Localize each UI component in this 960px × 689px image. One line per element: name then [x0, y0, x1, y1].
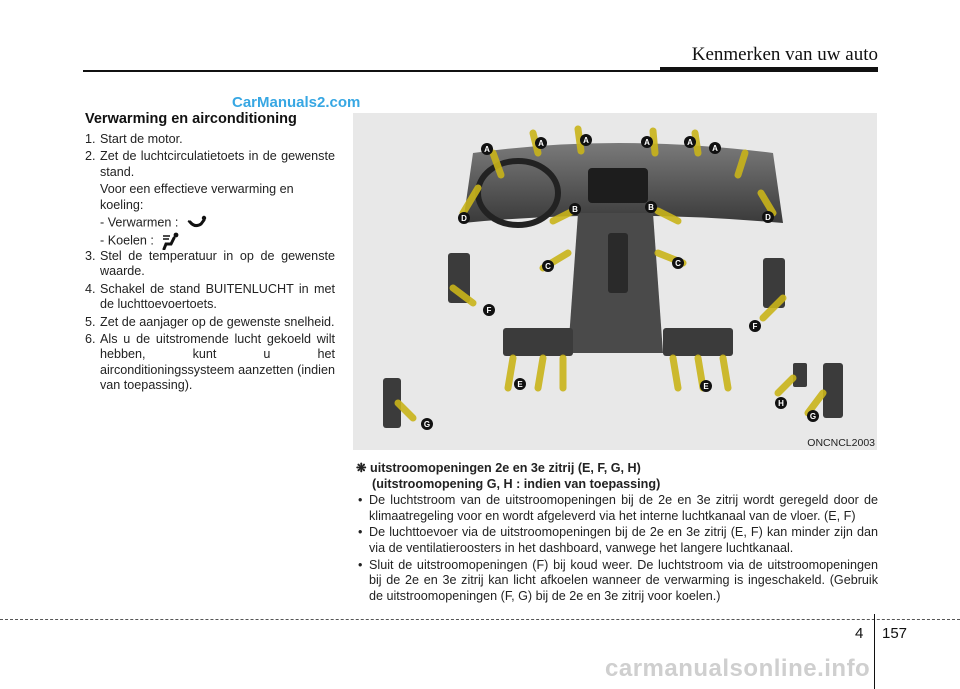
floor-heating-icon [186, 215, 210, 231]
svg-text:B: B [648, 203, 654, 212]
note-bullet-3: • Sluit de uitstroomopeningen (F) bij koud weer. De luchtstroom via de uitstroomopeningen bij de 2e en 3e zitrij kan licht afkoelen wanneer de verwarming is ingeschakeld. (Gebruik de uitstroomopeningen (F, G) bij de 2e en 3e zitrij voor koelen.) [358, 557, 878, 603]
face-vent-icon [161, 232, 183, 250]
note-bullet-1: • De luchtstroom van de uitstroomopeningen bij de 2e en 3e zitrij wordt geregeld door de klimaatregeling voor en wordt afgeleverd via het interne luchtkanaal van de vloer. (E, F) [358, 493, 878, 523]
asterisk-icon: ❋ [356, 461, 367, 475]
note-heading: ❋ uitstroomopeningen 2e en 3e zitrij (E, F, G, H) (uitstroomopening G, H : indien van toepassing) [356, 461, 661, 491]
svg-text:E: E [517, 380, 523, 389]
svg-text:D: D [765, 213, 771, 222]
watermark-bottom[interactable]: carmanualsonline.info [605, 655, 871, 682]
center-screen-shape [588, 168, 648, 203]
section-title: Verwarming en airconditioning [85, 111, 297, 127]
step-2-cooling: - Koelen : [85, 232, 335, 247]
steps-list [85, 132, 335, 396]
svg-text:C: C [545, 262, 551, 271]
svg-text:B: B [572, 205, 578, 214]
page-number: 157 [882, 625, 908, 642]
step-2: 2. Zet de luchtcirculatietoets in de gewenste stand. [85, 149, 335, 179]
label-f-2 [749, 320, 761, 332]
step-2-heating: - Verwarmen : [85, 215, 335, 230]
header-rule-accent [660, 67, 878, 72]
vent-illustration [353, 113, 877, 450]
label-h-1 [775, 397, 787, 409]
footer-divider [874, 614, 875, 689]
label-e-2 [700, 380, 712, 392]
svg-text:A: A [712, 144, 718, 153]
vent-diagram [353, 113, 877, 450]
svg-text:F: F [752, 322, 758, 331]
svg-text:A: A [538, 139, 544, 148]
label-g-1 [421, 418, 433, 430]
label-a-2 [535, 137, 547, 149]
label-f-1 [483, 304, 495, 316]
label-a-6 [709, 142, 721, 154]
label-a-3 [580, 134, 592, 146]
step-1: 1. Start de motor. [85, 132, 183, 146]
svg-text:C: C [675, 259, 681, 268]
label-d-2 [762, 211, 774, 223]
label-c-2 [672, 257, 684, 269]
label-c-1 [542, 260, 554, 272]
svg-text:A: A [583, 136, 589, 145]
figure-code: ONCNCL2003 [807, 437, 875, 449]
label-a-4 [641, 136, 653, 148]
label-e-1 [514, 378, 526, 390]
label-a-1 [481, 143, 493, 155]
chapter-number: 4 [855, 625, 864, 642]
watermark-top[interactable]: CarManuals2.com [232, 94, 361, 111]
label-g-2 [807, 410, 819, 422]
svg-text:H: H [778, 399, 784, 408]
label-b-1 [569, 203, 581, 215]
footer-rule [0, 619, 960, 620]
note-bullet-2: • De luchttoevoer via de uitstroomopeningen bij de 2e en 3e zitrij (E, F) kan minder zijn dan via de ventilatieroosters in het dashboard, vanwege het langere luchtkanaal. [358, 525, 878, 555]
svg-text:E: E [703, 382, 709, 391]
label-a-5 [684, 136, 696, 148]
svg-text:A: A [644, 138, 650, 147]
header-title: Kenmerken van uw auto [691, 44, 878, 65]
label-b-2 [645, 201, 657, 213]
step-5: 5. Zet de aanjager op de gewenste snelheid. [85, 314, 335, 329]
svg-text:A: A [687, 138, 693, 147]
svg-text:F: F [486, 306, 492, 315]
svg-text:A: A [484, 145, 490, 154]
step-2-note: Voor een effectieve verwarming en koeling: [100, 182, 294, 212]
step-6: 6. Als u de uitstromende lucht gekoeld wilt hebben, kunt u het airconditioningssysteem aanzetten (indien van toepassing). [85, 332, 335, 393]
label-d-1 [458, 212, 470, 224]
rear-vents-note [356, 461, 878, 604]
svg-text:G: G [423, 420, 431, 429]
step-3: 3. Stel de temperatuur in op de gewenste waarde. [85, 249, 335, 279]
svg-text:D: D [461, 214, 467, 223]
step-4: 4. Schakel de stand BUITENLUCHT in met de luchttoevoertoets. [85, 281, 335, 312]
svg-text:G: G [809, 412, 817, 421]
